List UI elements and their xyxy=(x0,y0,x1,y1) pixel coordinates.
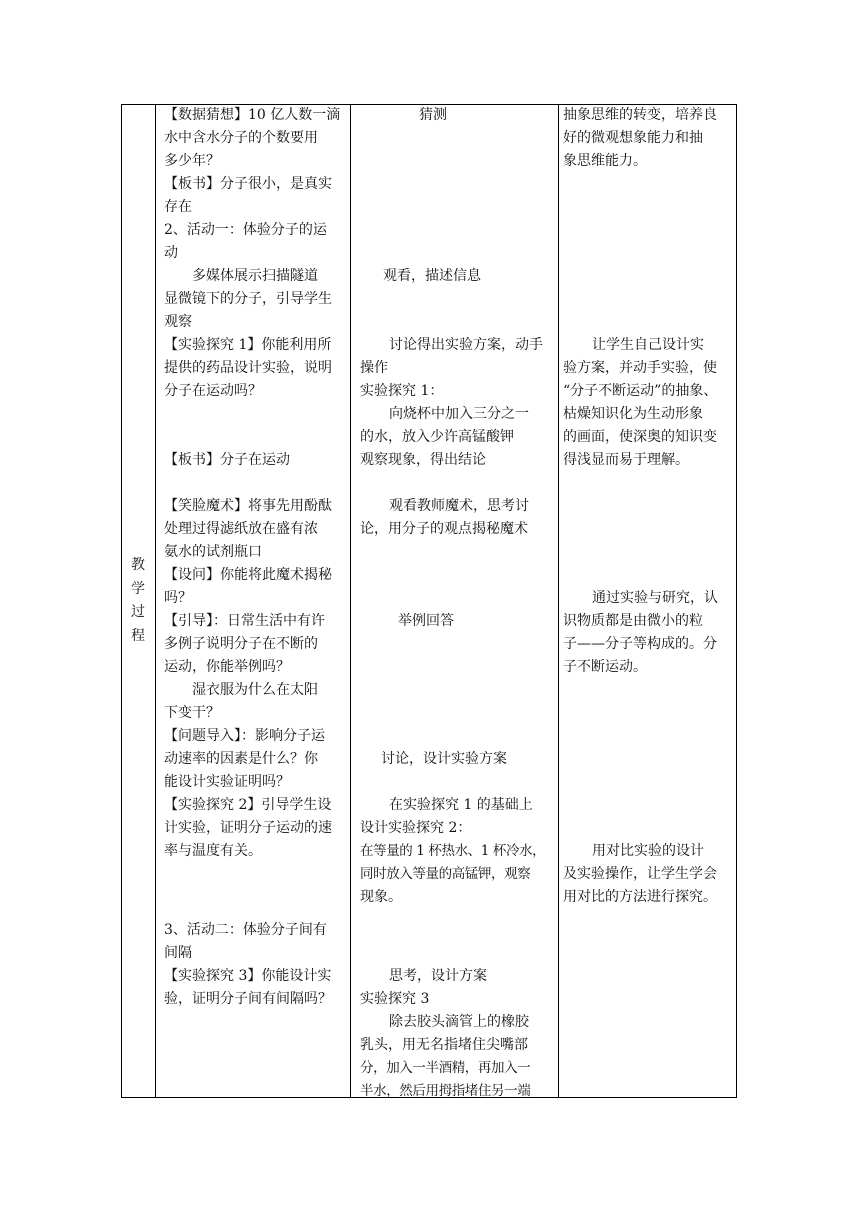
teacher-line: 【实验探究 1】你能利用所 xyxy=(164,337,332,353)
teacher-line: 存在 xyxy=(164,199,192,215)
teacher-line: 多例子说明分子在不断的 xyxy=(164,636,318,652)
intent-line: 识物质都是由微小的粒 xyxy=(563,613,703,629)
teacher-activity-cell xyxy=(156,104,350,1098)
teacher-line: 计实验，证明分子运动的速 xyxy=(164,820,332,836)
student-line: 实验探究 3 xyxy=(360,991,430,1007)
intent-line: 得浅显而易于理解。 xyxy=(563,452,689,468)
teacher-line: 观察 xyxy=(164,314,192,330)
teacher-line: 【笑脸魔术】将事先用酚酞 xyxy=(164,498,332,514)
student-line: 观看教师魔术，思考讨 xyxy=(389,498,529,514)
teacher-line: 动速率的因素是什么？你 xyxy=(164,751,318,767)
student-line: 观察现象，得出结论 xyxy=(360,452,486,468)
student-activity-cell xyxy=(351,104,558,1098)
teacher-line: 率与温度有关。 xyxy=(164,843,262,859)
student-line: 讨论得出实验方案，动手 xyxy=(389,337,543,353)
stage-label-char: 过 xyxy=(131,604,145,620)
teacher-line: 下变干？ xyxy=(164,705,220,721)
teacher-line: 水中含水分子的个数要用 xyxy=(164,130,318,146)
teacher-line: 【设问】你能将此魔术揭秘 xyxy=(164,567,332,583)
student-line: 论，用分子的观点揭秘魔术 xyxy=(360,521,528,537)
teacher-line: 【板书】分子很小，是真实 xyxy=(164,176,332,192)
student-line: 同时放入等量的高锰钾，观察 xyxy=(360,866,531,882)
student-line: 半水，然后用拇指堵住另一端 xyxy=(360,1083,531,1098)
intent-line: “分子不断运动”的抽象、 xyxy=(563,383,718,399)
design-intent-cell xyxy=(559,104,736,1098)
teacher-line: 多媒体展示扫描隧道 xyxy=(164,268,318,284)
teacher-line: 多少年？ xyxy=(164,153,220,169)
student-line: 现象。 xyxy=(360,889,402,905)
intent-line: 的画面，使深奥的知识变 xyxy=(563,429,717,445)
teacher-line: 【问题导入】：影响分子运 xyxy=(164,728,325,744)
teacher-line: 【数据猜想】10 亿人数一滴 xyxy=(164,107,341,123)
teacher-line: 湿衣服为什么在太阳 xyxy=(164,682,318,698)
intent-line: 验方案，并动手实验，使 xyxy=(563,360,717,376)
student-line: 除去胶头滴管上的橡胶 xyxy=(389,1014,529,1030)
teacher-line: 2、活动一：体验分子的运 xyxy=(164,222,327,238)
student-line: 向烧杯中加入三分之一 xyxy=(389,406,529,422)
intent-line: 好的微观想象能力和抽 xyxy=(563,130,703,146)
student-line: 在等量的 1 杯热水、1 杯冷水， xyxy=(360,843,546,859)
lesson-table xyxy=(121,104,737,1098)
student-line: 设计实验探究 2： xyxy=(360,820,472,836)
table-right-border xyxy=(736,104,737,1098)
teacher-line: 氨水的试剂瓶口 xyxy=(164,544,262,560)
teacher-line: 【实验探究 2】引导学生设 xyxy=(164,797,332,813)
student-line: 在实验探究 1 的基础上 xyxy=(389,797,533,813)
teacher-line: 3、活动二：体验分子间有 xyxy=(164,922,327,938)
student-line: 讨论，设计实验方案 xyxy=(381,751,507,767)
teacher-line: 动 xyxy=(164,245,178,261)
teacher-line: 吗？ xyxy=(164,590,192,606)
intent-line: 象思维能力。 xyxy=(563,153,647,169)
teacher-line: 【实验探究 3】你能设计实 xyxy=(164,968,332,984)
student-line: 的水，放入少许高锰酸钾 xyxy=(360,429,514,445)
stage-label-char: 教 xyxy=(131,557,145,573)
teacher-line: 提供的药品设计实验，说明 xyxy=(164,360,332,376)
teacher-line: 运动，你能举例吗？ xyxy=(164,659,290,675)
intent-line: 用对比实验的设计 xyxy=(592,843,704,859)
teacher-line: 显微镜下的分子，引导学生 xyxy=(164,291,332,307)
student-line: 乳头，用无名指堵住尖嘴部 xyxy=(360,1037,528,1053)
intent-line: 子——分子等构成的。分 xyxy=(563,636,717,652)
teacher-line: 能设计实验证明吗？ xyxy=(164,774,290,790)
teacher-line: 分子在运动吗？ xyxy=(164,383,262,399)
teacher-line: 【引导】：日常生活中有许 xyxy=(164,613,325,629)
student-line: 举例回答 xyxy=(398,613,454,629)
student-line: 观看，描述信息 xyxy=(383,268,481,284)
intent-line: 让学生自己设计实 xyxy=(592,337,704,353)
intent-line: 用对比的方法进行探究。 xyxy=(563,889,717,905)
intent-line: 枯燥知识化为生动形象 xyxy=(563,406,703,422)
teacher-line: 间隔 xyxy=(164,945,192,961)
student-line: 实验探究 1： xyxy=(360,383,444,399)
student-line: 思考，设计方案 xyxy=(389,968,487,984)
teacher-line: 【板书】分子在运动 xyxy=(164,452,290,468)
stage-cell xyxy=(121,104,155,1098)
student-line: 猜测 xyxy=(419,107,447,123)
intent-line: 及实验操作，让学生学会 xyxy=(563,866,717,882)
stage-label-char: 程 xyxy=(131,627,145,644)
teacher-line: 验，证明分子间有间隔吗？ xyxy=(164,991,332,1007)
stage-label-char: 学 xyxy=(131,580,145,597)
teacher-line: 处理过得滤纸放在盛有浓 xyxy=(164,521,318,537)
intent-line: 子不断运动。 xyxy=(563,659,647,675)
student-line: 操作 xyxy=(360,360,388,376)
student-line: 分，加入一半酒精，再加入一 xyxy=(360,1060,531,1076)
intent-line: 抽象思维的转变，培养良 xyxy=(563,107,717,123)
intent-line: 通过实验与研究，认 xyxy=(592,590,718,606)
